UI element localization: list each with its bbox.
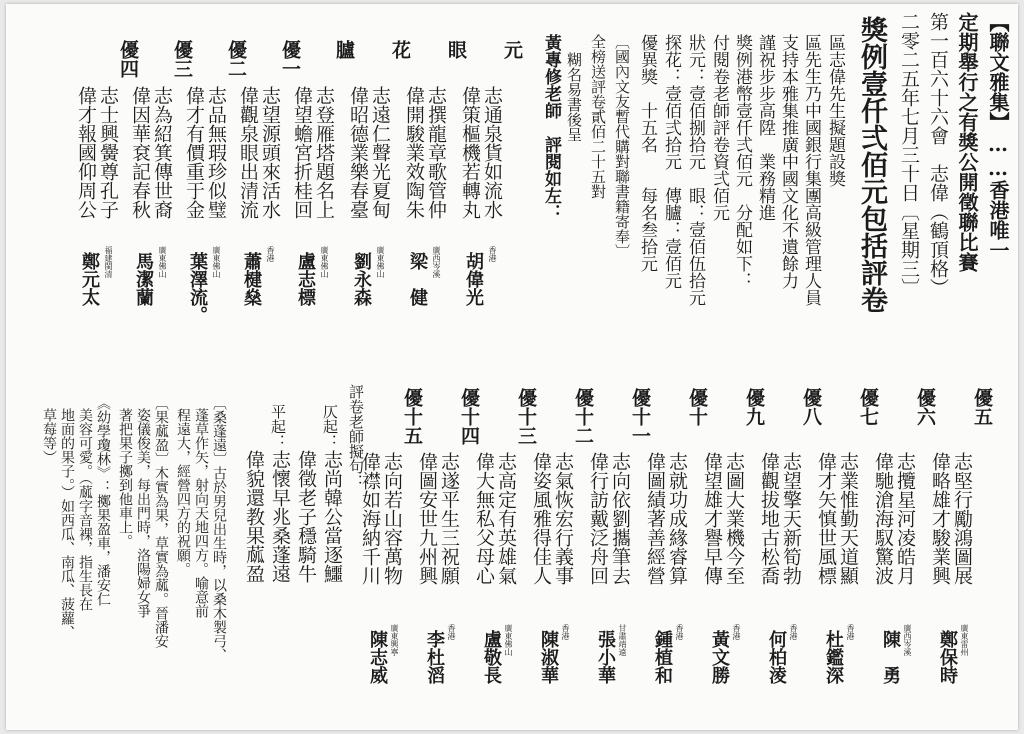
bottom-region-6: 甘肅靖遠 xyxy=(618,624,627,656)
bottom-rank-7: 優十二 xyxy=(572,388,594,445)
ping-label: 平起： xyxy=(269,404,287,449)
bottom-verse-7: 志氣恢宏行義事 xyxy=(552,452,574,585)
top-verse2-5: 偉才有價重于金 xyxy=(183,86,205,219)
bottom-name-4: 黃文勝 xyxy=(709,630,730,684)
top-region-6: 廣東佛山 xyxy=(158,246,167,278)
bottom-verse-5: 志就功成緣睿算 xyxy=(666,452,688,585)
top-rank-1: 眼 xyxy=(445,40,467,59)
bottom-rank-10: 優十五 xyxy=(401,388,423,445)
bottom-verse2-5: 偉圖績著善經營 xyxy=(644,452,666,585)
note-line-4: 姿儀俊美，每出門時，洛陽婦女爭 xyxy=(135,408,151,618)
note-line-9: 草莓等） xyxy=(41,408,57,464)
top-verse2-4: 偉觀泉眼出清流 xyxy=(237,86,259,219)
bottom-name-7: 陳淑華 xyxy=(538,630,559,684)
bottom-region-3: 香港 xyxy=(789,624,798,640)
bottom-verse-0: 志堅行勵鴻圖展 xyxy=(951,452,973,585)
top-verse2-6: 偉因華袞記春秋 xyxy=(129,86,151,219)
bottom-verse-8: 志高定有英雄氣 xyxy=(495,452,517,585)
bottom-region-5: 香港 xyxy=(675,624,684,640)
note-line-2: 程遠大，經營四方的祝願。 xyxy=(175,408,191,576)
bottom-verse-3: 志望擎天新筍勃 xyxy=(780,452,802,585)
bottom-rank-3: 優八 xyxy=(800,388,822,426)
bottom-verse-4: 志圖大業機今至 xyxy=(723,452,745,585)
bottom-name-5: 鍾植和 xyxy=(652,630,673,684)
bottom-region-10: 廣東興寧 xyxy=(390,624,399,656)
top-rank-6: 優三 xyxy=(171,40,193,78)
bottom-name-10: 陳志威 xyxy=(367,630,388,684)
document-page xyxy=(6,4,1018,730)
bottom-rank-4: 優九 xyxy=(743,388,765,426)
title-line-2: 定期舉行之有獎公開徵聯比賽 xyxy=(955,12,979,272)
bottom-name-8: 盧敬長 xyxy=(481,630,502,684)
sponsor-line-1: 區志偉先生擬題設獎 xyxy=(825,34,845,187)
ping-verse-1: 志懷早兆桑蓬遠 xyxy=(269,450,291,583)
bottom-region-0: 廣東雷州 xyxy=(960,624,969,656)
bottom-verse2-2: 偉才矢慎世風標 xyxy=(815,452,837,585)
top-region-7: 福建閩清 xyxy=(104,246,113,278)
note-line-5: 著把果子擲到他車上。 xyxy=(117,408,133,548)
bottom-region-2: 香港 xyxy=(846,624,855,640)
top-verse-2: 志遠仁聲光夏甸 xyxy=(369,86,391,219)
top-name-7: 鄭元太 xyxy=(79,252,100,306)
top-verse-0: 志通泉貨如流水 xyxy=(481,86,503,219)
top-region-4: 香港 xyxy=(266,246,275,262)
bottom-region-8: 廣東佛山 xyxy=(504,624,513,656)
prize-line-3: 優異獎 十五名 每名叁拾元 xyxy=(637,34,657,272)
bottom-verse2-0: 偉略雄才駿業興 xyxy=(929,452,951,585)
bottom-verse2-7: 偉姿風雅得佳人 xyxy=(530,452,552,585)
top-verse2-2: 偉昭德業樂春臺 xyxy=(347,86,369,219)
sponsor-line-4: 謹祝步步高陞 業務精進 xyxy=(755,34,775,221)
prize-line-2: 探花：壹佰弍拾元 傳臚：壹佰元 xyxy=(661,34,681,289)
top-region-2: 廣東佛山 xyxy=(376,246,385,278)
bottom-rank-1: 優六 xyxy=(914,388,936,426)
bottom-rank-9: 優十四 xyxy=(458,388,480,445)
sponsor-line-5: 獎例港幣壹仟弍佰元 分配如下： xyxy=(732,34,752,289)
top-verse-3: 志登雁塔題名上 xyxy=(313,86,335,219)
top-verse2-0: 偉策樞機若轉丸 xyxy=(459,86,481,219)
top-verse2-7: 偉才報國仰周公 xyxy=(75,86,97,219)
bottom-verse2-4: 偉望雄才譽早傳 xyxy=(701,452,723,585)
note-line-0: 〔桑蓬遠〕古於男兒出生時，以桑木製弓、 xyxy=(211,396,227,662)
ze-label: 仄起： xyxy=(321,404,339,449)
sponsor-line-6: 付閱卷老師評卷資弍佰元 xyxy=(709,34,729,221)
note-line-8: 地面的果子。）如西瓜、南瓜、菠蘿、 xyxy=(59,408,75,639)
top-name-2: 劉永森 xyxy=(351,252,372,306)
top-region-0: 香港 xyxy=(488,246,497,262)
note-line-7: 美容可愛。（蓏字音裸，指生長在 xyxy=(77,408,93,611)
bottom-region-4: 香港 xyxy=(732,624,741,640)
prize-title: 獎例壹仟弍佰元包括評卷 xyxy=(856,16,887,313)
bottom-verse-9: 志遂平生三祝願 xyxy=(438,452,460,585)
bottom-name-9: 李杜滔 xyxy=(424,630,445,684)
top-name-0: 胡偉光 xyxy=(463,252,484,306)
top-name-1: 梁 健 xyxy=(407,252,428,306)
note-line-3: 〔果蓏盈〕木實為果，草實為蓏。晉潘安 xyxy=(153,396,169,648)
bottom-name-3: 何柏淩 xyxy=(766,630,787,684)
sponsor-line-2: 區先生乃中國銀行集團高級管理人員 xyxy=(801,34,821,306)
bottom-region-7: 香港 xyxy=(561,624,570,640)
ping-verse-2: 偉貌還教果蓏盈 xyxy=(243,450,265,583)
judge-line-2: 黃專修老師 評閱如左： xyxy=(541,34,561,221)
bottom-rank-5: 優十 xyxy=(686,388,708,426)
bottom-verse2-1: 偉馳滄海馭驚波 xyxy=(872,452,894,585)
top-rank-5: 優二 xyxy=(225,40,247,78)
sponsor-line-3: 支持本雅集推廣中國文化不遺餘力 xyxy=(778,34,798,289)
session-line: 第一百六十六會 志偉（鶴頂格） xyxy=(927,12,949,297)
teacher-intro: 評卷老師擬句： xyxy=(347,384,365,489)
top-rank-2: 花 xyxy=(389,40,411,59)
bottom-verse2-9: 偉圖安世九州興 xyxy=(416,452,438,585)
bottom-rank-8: 優十三 xyxy=(515,388,537,445)
top-verse-7: 志士興黌尊孔子 xyxy=(97,86,119,219)
bottom-verse-1: 志攬星河凌皓月 xyxy=(894,452,916,585)
top-name-6: 馬潔蘭 xyxy=(133,252,154,306)
top-verse-1: 志撰龍章歌管仲 xyxy=(425,86,447,219)
bottom-name-6: 張小華 xyxy=(595,630,616,684)
top-name-5: 葉澤流。 xyxy=(187,252,208,324)
top-verse2-1: 偉開駿業效陶朱 xyxy=(403,86,425,219)
top-name-4: 蕭楗燊 xyxy=(241,252,262,306)
note-line-1: 蓬草作矢，射向天地四方。喻意前 xyxy=(193,408,209,618)
top-rank-3: 臚 xyxy=(333,40,355,59)
prize-line-1: 狀元：壹佰捌拾元 眼：壹佰伍拾元 xyxy=(685,34,705,306)
bottom-region-1: 廣西岑溪 xyxy=(903,624,912,656)
bottom-verse-6: 志向依劉攜筆去 xyxy=(609,452,631,585)
top-rank-4: 優一 xyxy=(279,40,301,78)
bottom-name-0: 鄭保時 xyxy=(937,630,958,684)
bottom-region-9: 香港 xyxy=(447,624,456,640)
title-line-1: 【聯文雅集】……香港唯一 xyxy=(986,12,1010,260)
top-verse-4: 志望源頭來活水 xyxy=(259,86,281,219)
top-region-3: 廣東佛山 xyxy=(320,246,329,278)
bottom-rank-0: 優五 xyxy=(971,388,993,426)
bottom-name-2: 杜鑑深 xyxy=(823,630,844,684)
ze-verse-1: 志尚韓公當逐鱷 xyxy=(321,450,343,583)
ze-verse-2: 偉徵老子穩騎牛 xyxy=(295,450,317,583)
bottom-verse-10: 志向若山容萬物 xyxy=(381,452,403,585)
bottom-verse2-8: 偉大無私父母心 xyxy=(473,452,495,585)
top-verse-5: 志品無瑕珍似璧 xyxy=(205,86,227,219)
date-line: 二零二五年七月三十日〔星期三〕 xyxy=(898,12,920,297)
bottom-rank-6: 優十一 xyxy=(629,388,651,445)
bottom-verse2-6: 偉行訪戴泛舟回 xyxy=(587,452,609,585)
bottom-verse2-10: 偉襟如海納千川 xyxy=(359,452,381,585)
top-verse2-3: 偉望蟾宮折桂回 xyxy=(291,86,313,219)
bottom-verse2-3: 偉觀拔地古松喬 xyxy=(758,452,780,585)
top-rank-0: 元 xyxy=(501,40,523,59)
note-line-6: 《幼學瓊林》：擲果盈車，潘安仁 xyxy=(95,396,111,606)
top-name-3: 盧志標 xyxy=(295,252,316,306)
top-region-5: 廣東佛山 xyxy=(212,246,221,278)
judge-line-1: 糊名易書後呈 xyxy=(565,52,583,142)
bracket-line-1: 〔國內文友暫代購對聯書籍寄奉〕 xyxy=(613,34,631,259)
top-verse-6: 志為紹箕傳世裔 xyxy=(151,86,173,219)
bottom-verse-2: 志業惟勤天道顯 xyxy=(837,452,859,585)
top-rank-7: 優四 xyxy=(117,40,139,78)
bottom-rank-2: 優七 xyxy=(857,388,879,426)
bracket-line-2: 全榜送評卷貳佰二十五對 xyxy=(589,34,607,199)
top-region-1: 廣西岑溪 xyxy=(432,246,441,278)
bottom-name-1: 陳 勇 xyxy=(880,630,901,684)
